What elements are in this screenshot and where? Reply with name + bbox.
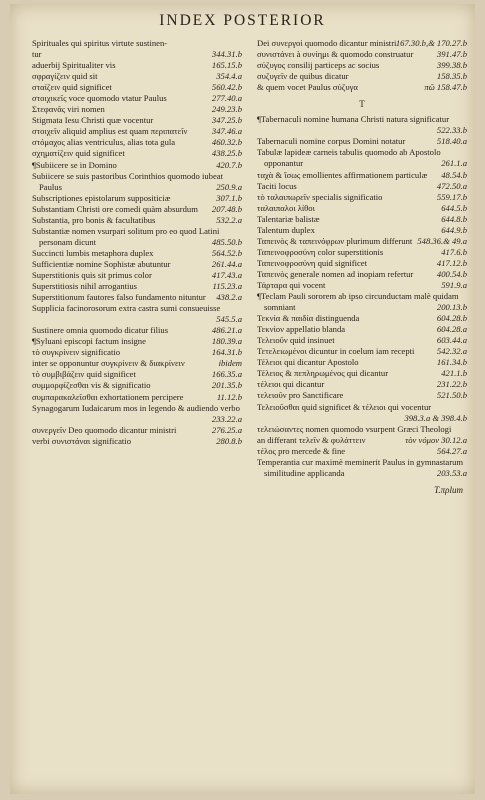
entry-text: inter se opponuntur συγκρίνειν & διακρίνειν xyxy=(32,358,185,369)
index-entry xyxy=(32,226,242,248)
entry-text: & quem vocet Paulus σύζυγα xyxy=(257,82,358,93)
entry-text: τὸ συμβιβάζειν quid significet xyxy=(32,369,136,380)
entry-text: τὸ συγκρίνειν significatio xyxy=(32,347,121,358)
index-entry xyxy=(257,368,467,379)
index-entry xyxy=(32,38,242,49)
entry-text: Taciti locus xyxy=(257,180,297,191)
index-entry xyxy=(257,335,467,346)
index-entry xyxy=(257,346,467,357)
entry-text: ¶Subiicere se in Domino xyxy=(32,159,117,170)
entry-text: Ταπεινὸς generale nomen ad inopiam refertur xyxy=(257,268,414,279)
entry-text: Sufficientiæ nomine Sophistæ abutuntur xyxy=(32,258,171,269)
page-reference: 231.22.b xyxy=(436,379,467,390)
index-entry xyxy=(32,126,242,137)
page-reference: 165.15.b xyxy=(211,60,242,71)
entry-text: ταχὰ & ἴσως emollientes affirmationem particulæ xyxy=(257,169,428,180)
index-entry xyxy=(257,192,467,203)
page-reference: 486.21.a xyxy=(211,325,242,336)
entry-text: ¶Tabernaculi nomine humana Christi natura significatur xyxy=(257,114,450,125)
page-reference: 417.6.b xyxy=(441,246,467,257)
entry-text: Τετελειωμένοι dicuntur in coelum iam recepti xyxy=(257,346,415,357)
entry-text: τὸ ταλαιπωρεῖν specialis significatio xyxy=(257,191,383,202)
page-reference: 604.28.a xyxy=(436,324,467,335)
page-reference: ibidem xyxy=(218,358,242,369)
index-entry xyxy=(257,71,467,82)
entry-text: Τελειοῦν quid insinuet xyxy=(257,335,335,346)
entry-text: ¶Syluani episcopi factum insigne xyxy=(32,336,146,347)
page-reference: 420.7.b xyxy=(216,159,242,170)
page-header: INDEX POSTERIOR xyxy=(159,12,326,29)
page-reference: 603.44.a xyxy=(436,335,467,346)
entry-text: Succincti lumbis metaphora duplex xyxy=(32,247,154,258)
index-entry xyxy=(32,137,242,148)
index-entry xyxy=(32,60,242,71)
page-reference: 161.34.b xyxy=(436,357,467,368)
page-reference: 344.31.b xyxy=(211,49,242,60)
entry-text: ¶Teclam Pauli sororem ab ipso circunductam malè quidam somniant xyxy=(257,291,459,313)
page-reference: 180.39.a xyxy=(211,336,242,347)
index-entry xyxy=(257,114,467,136)
index-entry xyxy=(257,313,467,324)
page-reference: 280.8.b xyxy=(216,435,242,446)
index-entry xyxy=(257,203,467,214)
index-entry xyxy=(257,147,467,169)
page-reference: 250.9.a xyxy=(216,181,242,192)
page-reference: 48.54.b xyxy=(441,169,467,180)
index-entry xyxy=(32,303,242,325)
page-reference: 207.48.b xyxy=(211,203,242,214)
page-reference: 261.44.a xyxy=(211,258,242,269)
index-entry xyxy=(32,270,242,281)
entry-text: Tabernaculi nomine corpus Domini notatur xyxy=(257,136,406,147)
entry-text: σφραγίζειν quid sit xyxy=(32,71,98,82)
page-reference: 11.12.b xyxy=(216,391,242,402)
entry-text: aduerbij Spiritualiter vis xyxy=(32,60,116,71)
entry-text: συμμορφίζεσθαι vis & significatio xyxy=(32,380,151,391)
index-entry xyxy=(257,236,467,247)
index-entry xyxy=(32,204,242,215)
entry-text: στοιχικεῖς voce quomodo vtatur Paulus xyxy=(32,93,167,104)
page-reference: 438.2.a xyxy=(216,292,242,303)
page-reference: 421.1.b xyxy=(441,368,467,379)
page-reference: 438.25.b xyxy=(211,148,242,159)
page-reference: 233.22.a xyxy=(211,413,242,424)
entry-text: Τεκνίον appellatio blanda xyxy=(257,324,346,335)
entry-text: Subscriptiones epistolarum suppositiciæ xyxy=(32,192,171,203)
left-column xyxy=(32,38,242,447)
index-entry xyxy=(257,357,467,368)
index-entry xyxy=(257,280,467,291)
entry-text: τέλος pro mercede & fine xyxy=(257,445,346,456)
entry-text: Subiicere se suis pastoribus Corinthios quomodo iubeat Paulus xyxy=(32,170,223,192)
index-entry xyxy=(32,93,242,104)
entry-text: στοιχεῖν aliquid amplius est quam περιπατεῖν xyxy=(32,126,188,137)
page-reference: 644.8.b xyxy=(441,213,467,224)
page-reference: 518.40.a xyxy=(436,136,467,147)
page-reference: 115.23.a xyxy=(212,281,242,292)
index-entry xyxy=(32,392,242,403)
page-reference: 164.31.b xyxy=(211,347,242,358)
index-entry xyxy=(257,181,467,192)
index-entry xyxy=(32,259,242,270)
page-reference: 485.50.b xyxy=(211,236,242,247)
index-entry xyxy=(257,225,467,236)
index-entry xyxy=(257,402,467,424)
index-entry xyxy=(32,248,242,259)
entry-text: ταλαιπαλοι λίθοι xyxy=(257,202,315,213)
entry-text: συμπαρακαλεῖσθαι exhortationem percipere xyxy=(32,391,184,402)
page-reference: 307.1.b xyxy=(216,192,242,203)
entry-text: Temperantia cur maximè meminerit Paulus in gymnastarum similitudine applicanda xyxy=(257,456,464,478)
book-page xyxy=(10,4,475,794)
page-reference: 564.27.a xyxy=(436,445,467,456)
index-entry xyxy=(257,269,467,280)
entry-text: συνιστάνει à συνίημι & quomodo construatur xyxy=(257,49,414,60)
entry-text: Dei συνεργοὶ quomodo dicantur ministri xyxy=(257,38,397,48)
entry-text: Substantia, pro bonis & facultatibus xyxy=(32,214,156,225)
entry-text: Synagogarum Iudaicarum mos in legendo & audiendo verbo xyxy=(32,402,240,413)
index-entry xyxy=(257,291,467,313)
index-entry xyxy=(32,347,242,358)
index-entry xyxy=(257,60,467,71)
index-entry xyxy=(257,446,467,457)
section-letter: T xyxy=(359,99,365,110)
entry-text: an differant τελεῖν & φυλάττειν xyxy=(257,434,366,445)
entry-text: Talentariæ balistæ xyxy=(257,213,320,224)
page-reference: 400.54.b xyxy=(436,268,467,279)
entry-text: Substantiam Christi ore comedi quàm absurdum xyxy=(32,203,198,214)
page-reference: 200.13.b xyxy=(436,302,467,313)
entry-text: στόμαχος alias ventriculus, alias tota gula xyxy=(32,137,176,148)
page-reference: 542.32.a xyxy=(436,346,467,357)
page-reference: 261.1.a xyxy=(441,158,467,169)
entry-text: τελειώσαντες nomen quomodo vsurpent Græci Theologi xyxy=(257,423,452,434)
page-reference: 644.5.b xyxy=(441,202,467,213)
page-reference: 391.47.b xyxy=(436,49,467,60)
page-reference: 560.42.b xyxy=(211,82,242,93)
page-reference: 249.23.b xyxy=(211,104,242,115)
index-entry xyxy=(257,390,467,401)
page-reference: τὸν νόμον 30.12.a xyxy=(405,434,467,445)
entry-text: Substantiæ nomen vsurpari solitum pro eo quod Latini personam dicunt xyxy=(32,225,220,247)
entry-text: σύζυγος consilij particeps ac socius xyxy=(257,60,380,71)
index-entry xyxy=(32,369,242,380)
index-entry xyxy=(32,104,242,115)
entry-text: τελειοῦν pro Sanctificare xyxy=(257,390,344,401)
entry-text: Spirituales qui spiritus virtute sustinen- xyxy=(32,38,168,48)
index-entry xyxy=(32,171,242,193)
entry-text: σταίζειν quid significet xyxy=(32,82,112,93)
entry-text: Ταπεινὸς & ταπεινόφρων plurimum differunt xyxy=(257,235,413,246)
index-entry xyxy=(32,336,242,347)
page-reference: 521.50.b xyxy=(436,390,467,401)
page-reference: 644.9.b xyxy=(441,224,467,235)
page-reference: 399.38.b xyxy=(436,60,467,71)
entry-text: τέλειοι qui dicantur xyxy=(257,379,325,390)
index-entry xyxy=(257,247,467,258)
entry-text: tur xyxy=(32,49,42,60)
page-reference: 354.4.a xyxy=(216,71,242,82)
page-reference: 166.35.a xyxy=(211,369,242,380)
entry-text: Τάρταρα qui vocent xyxy=(257,279,326,290)
page-reference: 417.43.a xyxy=(211,269,242,280)
entry-text: σχηματίζειν quid significet xyxy=(32,148,125,159)
page-reference: 347.46.a xyxy=(211,126,242,137)
index-entry xyxy=(32,325,242,336)
index-entry xyxy=(257,457,467,479)
entry-text: Τέλειος & πεπληρωμένος qui dicantur xyxy=(257,368,389,379)
index-entry xyxy=(257,170,467,181)
page-reference: 203.53.a xyxy=(436,467,467,478)
index-entry xyxy=(257,49,467,60)
entry-text: Talentum duplex xyxy=(257,224,315,235)
index-entry xyxy=(32,292,242,303)
index-entry xyxy=(257,379,467,390)
page-reference: 532.2.a xyxy=(216,214,242,225)
entry-text: Superstitionum fautores falso fundamento nituntur xyxy=(32,292,206,303)
page-reference: 545.5.a xyxy=(216,314,242,325)
page-reference: 522.33.b xyxy=(436,125,467,136)
entry-text: Superstitionis quis sit primus color xyxy=(32,269,152,280)
index-entry xyxy=(257,324,467,335)
page-reference: 277.40.a xyxy=(211,93,242,104)
entry-text: συνεργεῖν Deo quomodo dicantur ministri xyxy=(32,424,177,435)
entry-text: Tabulæ lapideæ carneis tabulis quomodo ab Apostolo opponantur xyxy=(257,147,441,169)
page-reference: 417.12.b xyxy=(436,257,467,268)
index-entry xyxy=(32,160,242,171)
catchword: Τ.πρlum xyxy=(434,484,463,495)
page-reference: πῶ 158.47.b xyxy=(424,82,467,93)
page-reference: 548.36.& 49.a xyxy=(417,235,467,246)
index-entry xyxy=(32,49,242,60)
page-reference: 472.50.a xyxy=(436,180,467,191)
page-reference: 559.17.b xyxy=(436,191,467,202)
entry-text: συζυγεῖν de quibus dicatur xyxy=(257,71,349,82)
page-reference: 564.52.b xyxy=(211,247,242,258)
entry-text: Sustinere omnia quomodo dicatur filius xyxy=(32,325,169,336)
index-entry xyxy=(32,71,242,82)
entry-text: Ταπεινοφροσύνη quid significet xyxy=(257,257,367,268)
index-entry xyxy=(32,193,242,204)
index-entry xyxy=(32,82,242,93)
index-entry xyxy=(257,258,467,269)
entry-text: verbi συνιστάναι significatio xyxy=(32,435,131,446)
index-entry xyxy=(257,424,467,435)
index-entry xyxy=(32,115,242,126)
entry-text: Supplicia facinorosorum extra castra sumi consueuisse xyxy=(32,303,221,314)
entry-text: Stigmata Iesu Christi quæ vocentur xyxy=(32,115,154,126)
page-reference: 347.25.b xyxy=(211,115,242,126)
right-column xyxy=(257,38,467,496)
index-entry xyxy=(32,425,242,436)
page-reference: 158.35.b xyxy=(436,71,467,82)
entry-text: Τέλειοι qui dicantur Apostolo xyxy=(257,357,359,368)
entry-text: Στεφανᾶς viri nomen xyxy=(32,104,105,115)
page-reference: 398.3.a & 398.4.b xyxy=(404,412,467,423)
entry-text: Τεκνία & παιδία distinguenda xyxy=(257,313,360,324)
index-entry xyxy=(257,136,467,147)
index-entry xyxy=(257,214,467,225)
index-entry xyxy=(32,380,242,391)
index-entry xyxy=(257,435,467,446)
page-reference: 201.35.b xyxy=(211,380,242,391)
index-entry xyxy=(32,436,242,447)
page-reference: 591.9.a xyxy=(441,279,467,290)
page-reference: 460.32.b xyxy=(211,137,242,148)
index-entry xyxy=(32,403,242,425)
entry-text: Superstitiosis nihil arrogantius xyxy=(32,281,138,292)
index-entry xyxy=(257,82,467,93)
entry-text: Ταπεινοφροσύνη color superstitionis xyxy=(257,246,384,257)
index-entry xyxy=(32,148,242,159)
index-entry xyxy=(32,358,242,369)
index-entry xyxy=(257,38,467,49)
index-entry xyxy=(32,215,242,226)
page-reference: 276.25.a xyxy=(211,424,242,435)
index-entry xyxy=(32,281,242,292)
page-reference: 604.28.b xyxy=(436,313,467,324)
page-reference: 167.30.b,& 170.27.b xyxy=(395,38,467,48)
entry-text: Τελειοῦσθαι quid significet & τέλειοι qui vocentur xyxy=(257,401,432,412)
